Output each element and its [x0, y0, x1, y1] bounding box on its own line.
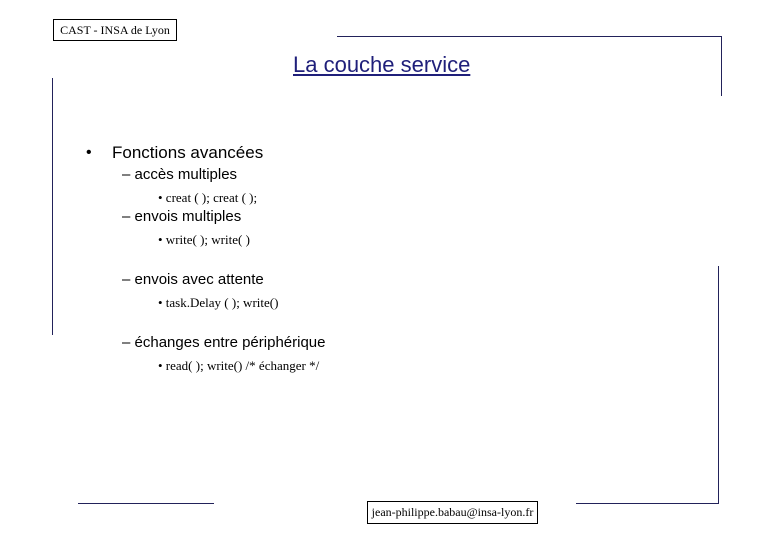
frame-line-bottom-left — [78, 503, 214, 504]
sub-item-label: – accès multiples — [122, 166, 238, 183]
frame-line-top — [337, 36, 722, 37]
frame-line-top-right — [721, 36, 722, 96]
sub-item-label: – échanges entre périphérique — [122, 334, 326, 351]
sub-item-label: – envois multiples — [122, 208, 242, 225]
sub-item-label: – envois avec attente — [122, 271, 264, 288]
sub-item-detail: • read( ); write() /* échanger */ — [158, 358, 320, 373]
sub-item-detail: • creat ( ); creat ( ); — [158, 190, 258, 205]
main-bullet-marker: • — [86, 144, 92, 161]
header-label: CAST - INSA de Lyon — [53, 19, 177, 41]
frame-line-bottom-right — [576, 503, 718, 504]
frame-line-left — [52, 78, 53, 335]
main-bullet-text: Fonctions avancées — [112, 143, 264, 162]
sub-item-detail: • task.Delay ( ); write() — [158, 295, 279, 310]
frame-line-right — [718, 266, 719, 504]
slide-title: La couche service — [293, 52, 471, 77]
footer-email: jean-philippe.babau@insa-lyon.fr — [367, 501, 538, 524]
sub-item-detail: • write( ); write( ) — [158, 232, 250, 247]
